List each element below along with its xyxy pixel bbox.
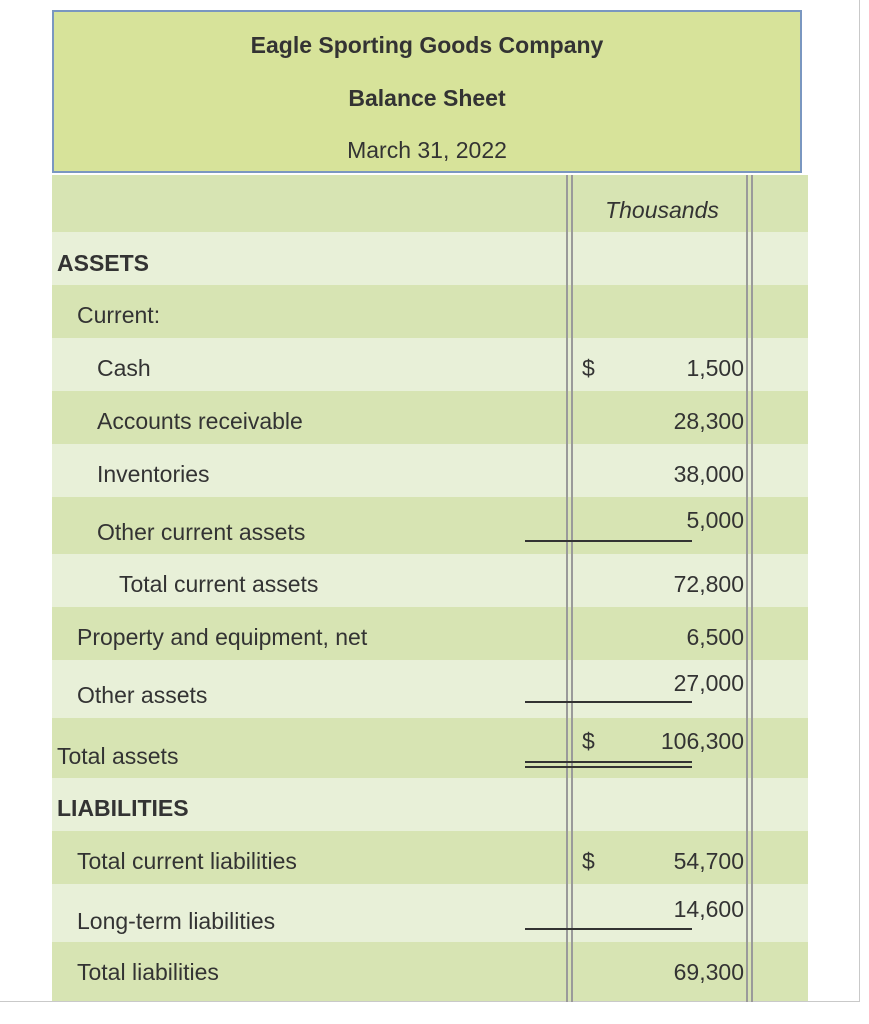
currency-symbol: $ <box>582 355 595 381</box>
amount-accounts-receivable: 28,300 <box>673 408 744 434</box>
table-row <box>52 718 808 778</box>
amount-other-assets: 27,000 <box>673 670 744 696</box>
row-label-total-assets: Total assets <box>57 743 179 769</box>
table-row <box>52 338 808 391</box>
table-row <box>52 444 808 497</box>
column-rule <box>566 175 568 1002</box>
amount-inventories: 38,000 <box>673 461 744 487</box>
column-header-row <box>52 175 808 232</box>
amount-cash: 1,500 <box>686 355 744 381</box>
row-label-inventories: Inventories <box>97 461 210 487</box>
amount-property-equipment: 6,500 <box>686 624 744 650</box>
row-label-property-equipment: Property and equipment, net <box>77 624 368 650</box>
amount-other-current-assets: 5,000 <box>686 507 744 533</box>
amount-total-liabilities: 69,300 <box>673 959 744 985</box>
table-row <box>52 607 808 660</box>
frame-border-right <box>859 0 860 1002</box>
amount-total-assets: 106,300 <box>660 728 744 754</box>
amount-total-current-assets: 72,800 <box>673 571 744 597</box>
row-label-total-current-liabilities: Total current liabilities <box>77 848 297 874</box>
amount-total-current-liabilities: 54,700 <box>673 848 744 874</box>
row-label-total-liabilities: Total liabilities <box>77 959 219 985</box>
row-label-total-current-assets: Total current assets <box>119 571 319 597</box>
table-row <box>52 232 808 285</box>
statement-header <box>52 10 802 173</box>
subheading-current: Current: <box>77 302 161 328</box>
row-label-cash: Cash <box>97 355 151 381</box>
frame-border-bottom <box>0 1001 860 1002</box>
table-row <box>52 660 808 718</box>
row-label-long-term-liabilities: Long-term liabilities <box>77 908 276 934</box>
statement-title: Balance Sheet <box>348 85 506 111</box>
section-heading-assets: ASSETS <box>57 250 150 276</box>
table-row <box>52 942 808 1001</box>
currency-symbol: $ <box>582 848 595 874</box>
total-double-underline <box>525 766 692 768</box>
column-rule <box>746 175 748 1002</box>
row-label-other-assets: Other assets <box>77 682 208 708</box>
section-heading-liabilities: LIABILITIES <box>57 795 189 821</box>
currency-symbol: $ <box>582 728 595 754</box>
table-row <box>52 391 808 444</box>
row-label-accounts-receivable: Accounts receivable <box>97 408 303 434</box>
subtotal-underline <box>525 540 692 542</box>
table-row <box>52 778 808 831</box>
statement-date: March 31, 2022 <box>347 137 507 163</box>
subtotal-underline <box>525 701 692 703</box>
column-header-thousands: Thousands <box>605 197 719 223</box>
table-row <box>52 884 808 942</box>
amount-long-term-liabilities: 14,600 <box>673 896 744 922</box>
column-rule <box>571 175 573 1002</box>
row-label-other-current-assets: Other current assets <box>97 519 306 545</box>
total-double-underline <box>525 761 692 763</box>
table-row <box>52 831 808 884</box>
subtotal-underline <box>525 928 692 930</box>
company-name: Eagle Sporting Goods Company <box>250 32 604 58</box>
column-rule <box>751 175 753 1002</box>
table-row <box>52 285 808 338</box>
table-row <box>52 497 808 554</box>
table-row <box>52 554 808 607</box>
